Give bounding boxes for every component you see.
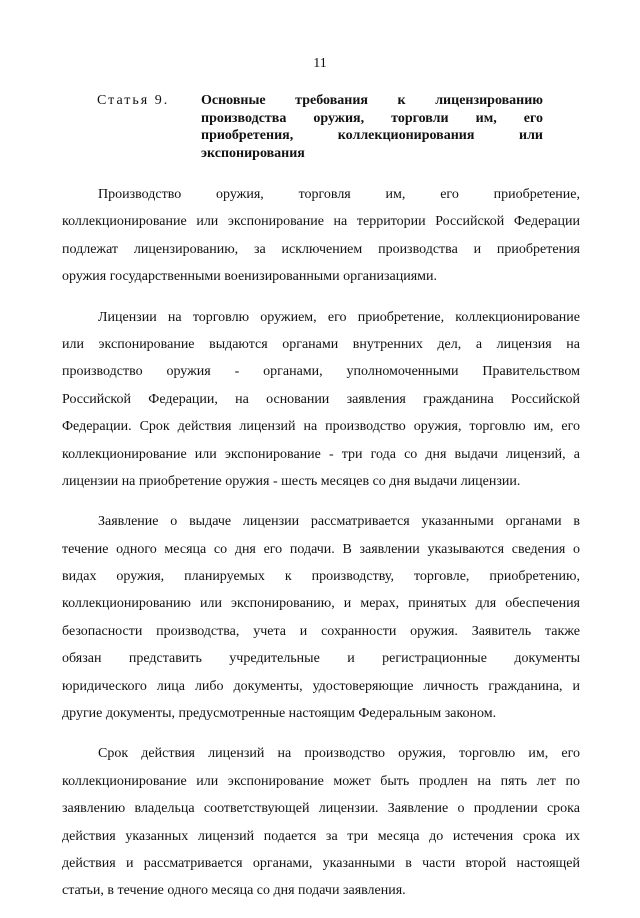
article-label: Статья 9.: [97, 93, 170, 108]
article-title-line: производства оружия, торговли им, его: [201, 110, 543, 126]
paragraph-line: видах оружия, планируемых к производству, торговле, приобретению,: [62, 569, 580, 585]
article-title-line: Основные требования к лицензированию: [201, 93, 543, 108]
paragraph-line: Заявление о выдаче лицензии рассматривается указанными органами в: [98, 514, 580, 530]
paragraph: [62, 181, 580, 291]
paragraph-line: Федерации. Срок действия лицензий на производство оружия, торговлю им, его: [62, 419, 580, 435]
paragraph-line: Российской Федерации, на основании заявления гражданина Российской: [62, 391, 580, 407]
paragraph-line: действия указанных лицензий подается за три месяца до истечения срока их: [62, 828, 580, 844]
paragraph: [62, 740, 580, 904]
paragraph-line: заявлению владельца соответствующей лицензии. Заявление о продлении срока: [62, 801, 580, 817]
paragraph-line: лицензии на приобретение оружия - шесть месяцев со дня выдачи лицензии.: [62, 473, 521, 489]
paragraph-line: Производство оружия, торговля им, его приобретение,: [98, 187, 580, 202]
paragraph-line: коллекционирование или экспонирование может быть продлен на пять лет по: [62, 773, 580, 789]
paragraph-line: подлежат лицензированию, за исключением производства и приобретения: [62, 241, 580, 257]
paragraph-line: или экспонирование выдаются органами внутренних дел, а лицензия на: [62, 336, 580, 352]
paragraph-line: другие документы, предусмотренные настоящим Федеральным законом.: [62, 706, 497, 722]
page-number: 11: [313, 56, 327, 71]
article-title-line: экспонирования: [201, 145, 305, 161]
paragraph-line: коллекционированию или экспонированию, и мерах, принятых для обеспечения: [62, 596, 580, 612]
paragraph: [62, 508, 580, 727]
paragraph-line: юридического лица либо документы, удостоверяющие личность гражданина, и: [62, 678, 580, 694]
paragraph-line: оружия государственными военизированными организациями.: [62, 269, 438, 285]
paragraph-line: производство оружия - органами, уполномоченными Правительством: [62, 364, 580, 380]
paragraph-line: действия и рассматривается органами, указанными в части второй настоящей: [62, 855, 580, 871]
article-body: [62, 181, 580, 918]
paragraph-line: статьи, в течение одного месяца со дня подачи заявления.: [62, 883, 406, 899]
paragraph-line: коллекционирование или экспонирование на территории Российской Федерации: [62, 214, 580, 230]
paragraph-line: Лицензии на торговлю оружием, его приобретение, коллекционирование: [98, 309, 580, 325]
article-title-line: приобретения, коллекционирования или: [201, 128, 543, 143]
paragraph-line: обязан представить учредительные и регистрационные документы: [62, 651, 580, 667]
article-title: [201, 92, 543, 162]
paragraph-line: безопасности производства, учета и сохранности оружия. Заявитель также: [62, 623, 580, 639]
paragraph-line: течение одного месяца со дня его подачи. В заявлении указываются сведения о: [62, 541, 580, 557]
paragraph-line: Срок действия лицензий на производство оружия, торговлю им, его: [98, 746, 580, 762]
paragraph: [62, 304, 580, 496]
paragraph-line: коллекционирование или экспонирование - три года со дня выдачи лицензий, а: [62, 446, 580, 462]
